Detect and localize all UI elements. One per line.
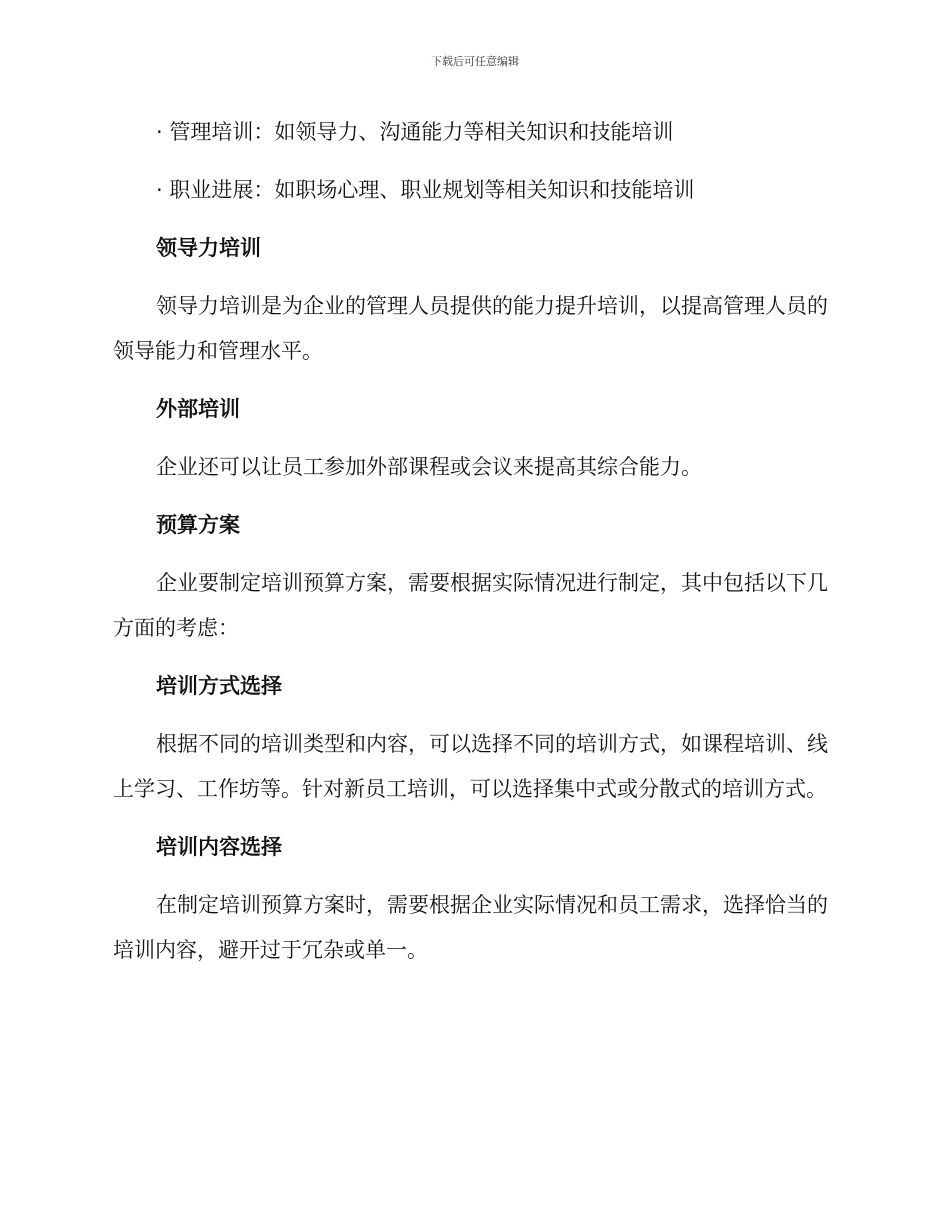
heading-training-content: 培训内容选择 <box>156 835 282 859</box>
paragraph-training-method: 根据不同的培训类型和内容，可以选择不同的培训方式，如课程培训、线上学习、工作坊等。针对新员工培训，可以选择集中式或分散式的培训方式。 <box>113 732 828 801</box>
bullet-management-training: · 管理培训：如领导力、沟通能力等相关知识和技能培训 <box>156 120 674 144</box>
paragraph-training-content: 在制定培训预算方案时，需要根据企业实际情况和员工需求，选择恰当的培训内容，避开过于冗杂或单一。 <box>113 893 828 962</box>
paragraph-leadership-training: 领导力培训是为企业的管理人员提供的能力提升培训，以提高管理人员的领导能力和管理水平。 <box>113 294 828 363</box>
document-body <box>113 110 833 986</box>
heading-training-method: 培训方式选择 <box>156 674 282 698</box>
bullet-career-progress: · 职业进展：如职场心理、职业规划等相关知识和技能培训 <box>156 178 695 202</box>
paragraph-budget-plan: 企业要制定培训预算方案，需要根据实际情况进行制定，其中包括以下几方面的考虑： <box>113 571 828 640</box>
paragraph-external-training: 企业还可以让员工参加外部课程或会议来提高其综合能力。 <box>156 455 702 479</box>
heading-leadership-training: 领导力培训 <box>156 236 261 260</box>
heading-budget-plan: 预算方案 <box>156 513 240 537</box>
page-header: 下载后可任意编辑 <box>431 55 519 68</box>
heading-external-training: 外部培训 <box>156 397 240 421</box>
